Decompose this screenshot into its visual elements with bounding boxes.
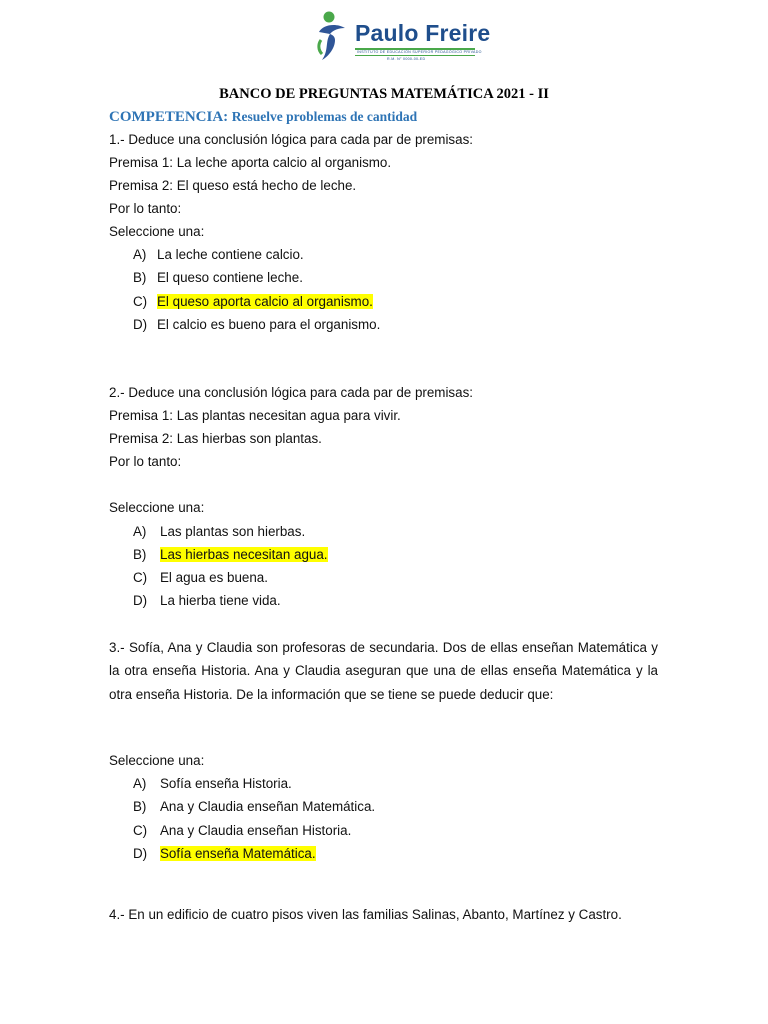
option-text: Ana y Claudia enseñan Matemática.	[160, 799, 376, 814]
option-letter: D)	[133, 593, 148, 608]
competencia-label: COMPETENCIA:	[109, 109, 229, 125]
question-4-stem: 4.- En un edificio de cuatro pisos viven las familias Salinas, Abanto, Martínez y Castro.	[109, 907, 622, 922]
institution-logo	[313, 10, 491, 66]
question-3-option-c	[133, 823, 351, 839]
question-3-stem: 3.- Sofía, Ana y Claudia son profesoras de secundaria. Dos de ellas enseñan Matemática y la otra enseña Historia. Ana y Claudia aseguran que una de ellas enseña Matemática y la otra enseña Historia. De la información que se tiene se puede deducir que:	[109, 640, 658, 702]
question-2-premise-1: Premisa 1: Las plantas necesitan agua para vivir.	[109, 408, 401, 423]
person-figure-icon	[313, 10, 353, 66]
option-letter: C)	[133, 570, 148, 585]
option-text-correct: El queso aporta calcio al organismo.	[157, 294, 373, 309]
question-1-option-b	[133, 270, 303, 286]
option-letter: B)	[133, 547, 147, 562]
option-text: El calcio es bueno para el organismo.	[157, 317, 381, 332]
option-letter: A)	[133, 524, 147, 539]
option-letter: B)	[133, 270, 147, 285]
option-text: Las plantas son hierbas.	[160, 524, 306, 539]
question-1-premise-1: Premisa 1: La leche aporta calcio al organismo.	[109, 155, 392, 170]
option-text-correct: Sofía enseña Matemática.	[160, 846, 316, 861]
option-text: El queso contiene leche.	[157, 270, 303, 285]
question-1-option-a	[133, 247, 304, 263]
option-text: Ana y Claudia enseñan Historia.	[160, 823, 352, 838]
option-text: Sofía enseña Historia.	[160, 776, 292, 791]
option-letter: A)	[133, 776, 147, 791]
question-3-option-d	[133, 846, 316, 862]
option-letter: D)	[133, 846, 148, 861]
question-1-option-c	[133, 294, 373, 310]
competencia-value: Resuelve problemas de cantidad	[231, 109, 418, 124]
question-2-stem: 2.- Deduce una conclusión lógica para cada par de premisas:	[109, 385, 473, 400]
question-1-therefore: Por lo tanto:	[109, 201, 182, 216]
document-title: BANCO DE PREGUNTAS MATEMÁTICA 2021 - II	[219, 86, 549, 102]
question-1-option-d	[133, 317, 380, 333]
logo-divider-2	[355, 55, 475, 56]
competencia-heading	[109, 109, 417, 126]
question-2-option-d	[133, 593, 281, 609]
logo-subtitle-2: R.M. N° 0000-00-ED	[387, 57, 426, 61]
question-3-option-a	[133, 776, 292, 792]
question-2-option-b	[133, 547, 328, 563]
logo-wordmark: Paulo Freire	[355, 20, 491, 46]
option-text: La leche contiene calcio.	[157, 247, 304, 262]
question-2-option-c	[133, 570, 268, 586]
question-2-option-a	[133, 524, 305, 540]
option-text: El agua es buena.	[160, 570, 268, 585]
logo-subtitle: INSTITUTO DE EDUCACIÓN SUPERIOR PEDAGÓGICO PRIVADO	[357, 50, 482, 54]
option-letter: D)	[133, 317, 148, 332]
option-letter: C)	[133, 823, 148, 838]
option-letter: C)	[133, 294, 148, 309]
question-1-select: Seleccione una:	[109, 224, 205, 239]
option-letter: A)	[133, 247, 147, 262]
question-2-select: Seleccione una:	[109, 500, 205, 515]
question-3-select: Seleccione una:	[109, 753, 205, 768]
question-3-option-b	[133, 799, 375, 815]
question-2-premise-2: Premisa 2: Las hierbas son plantas.	[109, 431, 322, 446]
option-letter: B)	[133, 799, 147, 814]
question-1-premise-2: Premisa 2: El queso está hecho de leche.	[109, 178, 357, 193]
option-text-correct: Las hierbas necesitan agua.	[160, 547, 328, 562]
option-text: La hierba tiene vida.	[160, 593, 281, 608]
question-2-therefore: Por lo tanto:	[109, 454, 182, 469]
question-1-stem: 1.- Deduce una conclusión lógica para cada par de premisas:	[109, 132, 473, 147]
